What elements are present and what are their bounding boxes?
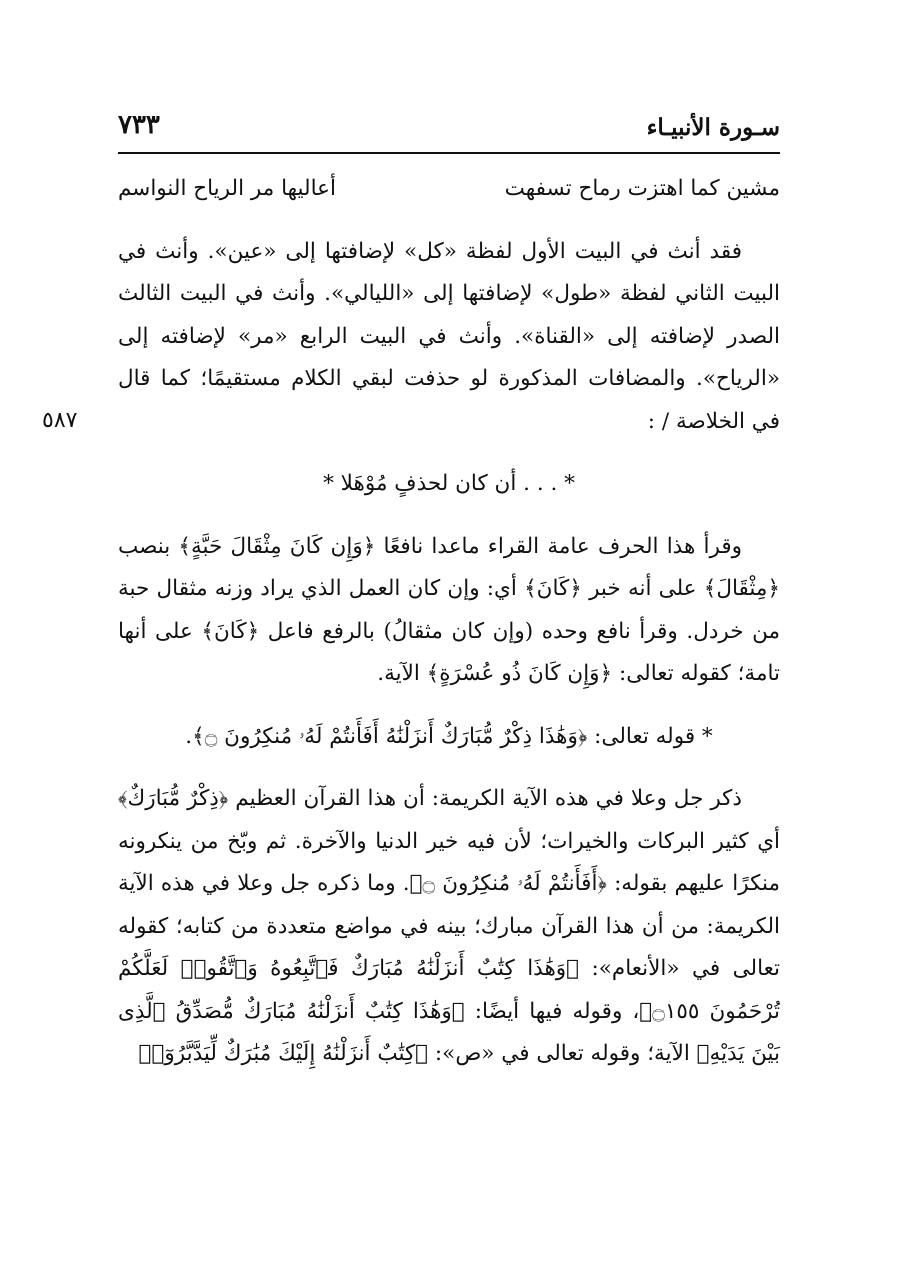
- paragraph-qiraat: وقرأ هذا الحرف عامة القراء ماعدا نافعًا ﴿وَإِن كَانَ مِثْقَالَ حَبَّةٍ﴾ بنصب ﴿مِثْقَالَ﴾ على أنه خبر ﴿كَانَ﴾ أي: وإن كان العمل الذي يراد وزنه مثقال حبة من خردل. وقرأ نافع وحده (وإن كان مثقالُ) بالرفع فاعل ﴿كَانَ﴾ على أنها تامة؛ كقوله تعالى: ﴿وَإِن كَانَ ذُو عُسْرَةٍ﴾ الآية.: [118, 533, 780, 686]
- surah-title: سـورة الأنبيـاء: [646, 114, 780, 141]
- verse-heading: * قوله تعالى: ﴿وَهَٰذَا ذِكْرٌ مُّبَارَكٌ أَنزَلْنَٰهُ أَفَأَنتُمْ لَهُۥ مُنكِرُونَ ۝﴾.: [185, 723, 713, 749]
- page-body: [118, 166, 780, 1076]
- poem-verse: [118, 166, 780, 211]
- poem-hemistich-right: مشين كما اهتزت رماح تسفهت: [504, 176, 780, 201]
- paragraph-feminine-agreement: فقد أنث في البيت الأول لفظة «كل» لإضافتها إلى «عين». وأنث في البيت الثاني لفظة «طول» لإضافتها إلى «الليالي». وأنث في البيت الثالث الصدر لإضافته إلى «القناة». وأنث في البيت الرابع «مر» لإضافته إلى «الرياح». والمضافات المذكورة لو حذفت لبقي الكلام مستقيمًا؛ كما قال في الخلاصة / :: [118, 238, 780, 434]
- poem-hemistich-left: أعاليها مر الرياح النواسم: [118, 176, 336, 201]
- margin-page-reference: ٥٨٧: [42, 408, 78, 433]
- khulasa-verse: * . . . أن كان لحذفٍ مُوْهَلا *: [323, 471, 575, 496]
- page-number: ٧٣٣: [118, 110, 160, 140]
- page-header: [118, 108, 780, 154]
- paragraph-tafsir: ذكر جل وعلا في هذه الآية الكريمة: أن هذا القرآن العظيم ﴿ذِكْرٌ مُّبَارَكٌ﴾ أي كثير البركات والخيرات؛ لأن فيه خير الدنيا والآخرة. ثم وبّخ من ينكرونه منكرًا عليهم بقوله: ﴿أَفَأَنتُمْ لَهُۥ مُنكِرُونَ ۝﴾. وما ذكره جل وعلا في هذه الآية الكريمة: من أن هذا القرآن مبارك؛ بينه في مواضع متعددة من كتابه؛ كقوله تعالى في «الأنعام»: ﴿وَهَٰذَا كِتَٰبٌ أَنزَلْنَٰهُ مُبَارَكٌ فَٱتَّبِعُوهُ وَٱتَّقُوا۟ لَعَلَّكُمْ تُرْحَمُونَ ۝١٥٥﴾، وقوله فيها أيضًا: ﴿وَهَٰذَا كِتَٰبٌ أَنزَلْنَٰهُ مُبَارَكٌ مُّصَدِّقُ ٱلَّذِى بَيْنَ يَدَيْهِ﴾ الآية؛ وقوله تعالى في «ص»: ﴿كِتَٰبٌ أَنزَلْنَٰهُ إِلَيْكَ مُبَٰرَكٌ لِّيَدَّبَّرُوٓا۟: [118, 786, 780, 1066]
